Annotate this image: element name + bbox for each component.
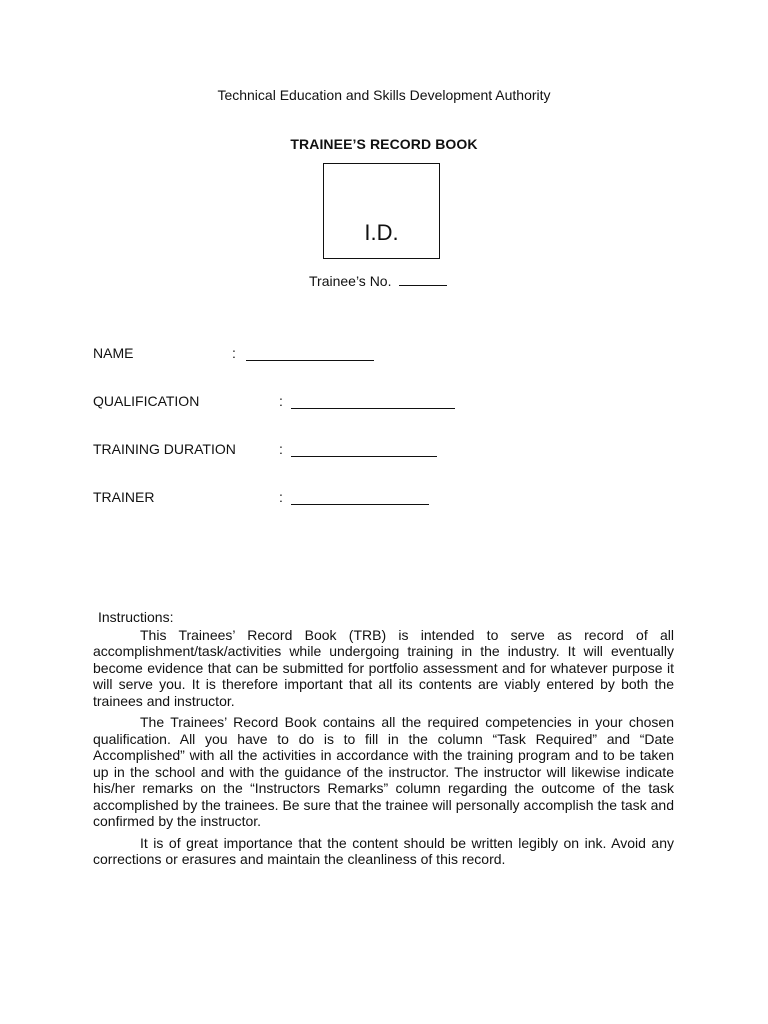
qualification-blank[interactable]	[291, 396, 455, 409]
training-duration-colon: :	[279, 441, 283, 457]
instructions-paragraph: The Trainees’ Record Book contains all the required competencies in your chosen qualification. All you have to do is to fill in the column “Task Required” and “Date Accomplished” with all the activities in accordance with the training program and to be taken up in the school and with the guidance of the instructor. The instructor will likewise indicate his/her remarks on the “Instructors Remarks” column regarding the outcome of the task accomplished by the trainees. Be sure that the trainee will personally accomplish the task and confirmed by the instructor.	[93, 714, 674, 829]
document-title: TRAINEE’S RECORD BOOK	[290, 136, 478, 152]
instructions-paragraph: This Trainees’ Record Book (TRB) is intended to serve as record of all accomplishment/task/activities while undergoing training in the industry. It will eventually become evidence that can be submitted for portfolio assessment and for whatever purpose it will serve you. It is therefore important that all its contents are viably entered by both the trainees and instructor.	[93, 626, 674, 709]
name-blank[interactable]	[246, 348, 374, 361]
qualification-label: QUALIFICATION	[93, 393, 200, 409]
qualification-colon: :	[279, 393, 283, 409]
name-colon: :	[232, 345, 236, 361]
trainer-blank[interactable]	[291, 492, 429, 505]
trainee-number-blank[interactable]	[399, 273, 447, 286]
qualification-field-row	[0, 393, 768, 413]
trainer-label: TRAINER	[93, 489, 155, 505]
instructions-heading: Instructions:	[98, 609, 174, 625]
trainee-number-line	[309, 273, 447, 289]
id-photo-label: I.D.	[364, 220, 399, 245]
trainer-field-row	[0, 489, 768, 509]
training-duration-blank[interactable]	[291, 444, 437, 457]
instructions-section	[93, 609, 674, 873]
authority-heading: Technical Education and Skills Development Authority	[217, 87, 551, 103]
instructions-paragraph: It is of great importance that the content should be written legibly on ink. Avoid any corrections or erasures and maintain the cleanliness of this record.	[93, 834, 674, 867]
name-field-row	[0, 345, 768, 365]
trainer-colon: :	[279, 489, 283, 505]
training-duration-label: TRAINING DURATION	[93, 441, 236, 457]
name-label: NAME	[93, 345, 134, 361]
id-photo-box	[323, 163, 440, 259]
trainee-number-label: Trainee’s No.	[309, 273, 392, 289]
training-duration-field-row	[0, 441, 768, 461]
